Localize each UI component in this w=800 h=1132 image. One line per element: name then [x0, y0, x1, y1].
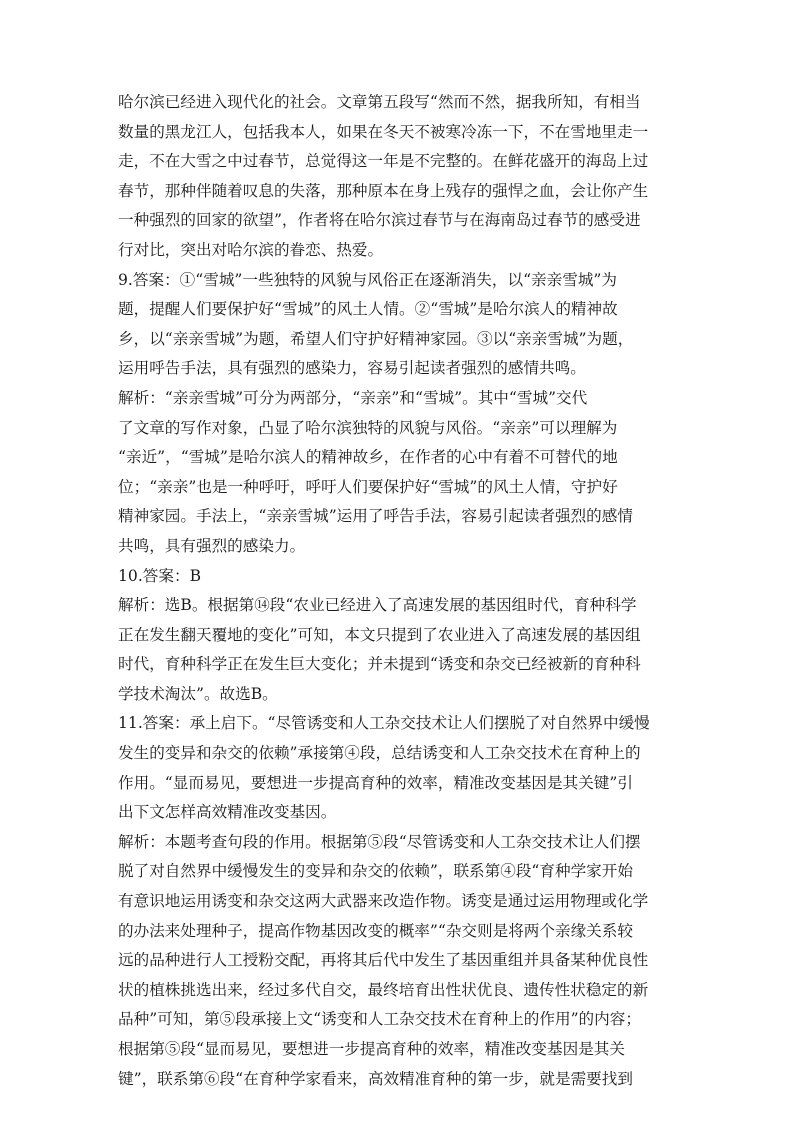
text-line: 共鸣，具有强烈的感染力。: [118, 536, 306, 555]
text-line: 了文章的写作对象，凸显了哈尔滨独特的风貌与风俗。“亲亲”可以理解为: [118, 418, 618, 437]
document-body: [118, 88, 688, 1094]
text-line: 位；“亲亲”也是一种呼吁，呼吁人们要保护好“雪城”的风土人情，守护好: [118, 477, 618, 496]
text-line: 的办法来处理种子，提高作物基因改变的概率”“杂交则是将两个亲缘关系较: [118, 921, 633, 940]
text-line: 出下文怎样高效精准改变基因。: [118, 803, 337, 822]
text-line: 行对比，突出对哈尔滨的眷恋、热爱。: [118, 240, 384, 259]
text-line: 品种”可知，第⑤段承接上文“诱变和人工杂交技术在育种上的作用”的内容；: [118, 1010, 641, 1029]
text-line: 学技术淘汰”。故选B。: [118, 684, 278, 703]
text-line: 一种强烈的回家的欲望”，作者将在哈尔滨过春节与在海南岛过春节的感受进: [118, 211, 641, 230]
text-line: 状的植株挑选出来，经过多代自交，最终培育出性状优良、遗传性状稳定的新: [118, 980, 649, 999]
text-line: 发生的变异和杂交的依赖”承接第④段，总结诱变和人工杂交技术在育种上的: [118, 744, 641, 763]
answer-9-line: 9.答案：①“雪城”一些独特的风貌与风俗正在逐渐消失，以“亲亲雪城”为: [118, 270, 617, 289]
text-line: 走，不在大雪之中过春节，总觉得这一年是不完整的。在鲜花盛开的海岛上过: [118, 152, 649, 171]
text-line: 精神家园。手法上，“亲亲雪城”运用了呼告手法，容易引起读者强烈的感情: [118, 507, 633, 526]
text-line: 正在发生翻天覆地的变化”可知，本文只提到了农业进入了高速发展的基因组: [118, 625, 641, 644]
text-line: 乡，以“亲亲雪城”为题，希望人们守护好精神家园。③以“亲亲雪城”为题，: [118, 329, 634, 348]
text-line: 有意识地运用诱变和杂交这两大武器来改造作物。诱变是通过运用物理或化学: [118, 892, 649, 911]
text-line: 远的品种进行人工授粉交配，再将其后代中发生了基因重组并具备某种优良性: [118, 951, 649, 970]
analysis-9-line: 解析：“亲亲雪城”可分为两部分，“亲亲”和“雪城”。其中“雪城”交代: [118, 388, 588, 407]
text-line: 运用呼告手法，具有强烈的感染力，容易引起读者强烈的感情共鸣。: [118, 359, 586, 378]
text-line: 时代，育种科学正在发生巨大变化；并未提到“诱变和杂交已经被新的育种科: [118, 655, 641, 674]
text-line: 根据第⑤段“显而易见，要想进一步提高育种的效率，精准改变基因是其关: [118, 1040, 625, 1058]
analysis-10-line: 解析：选B。根据第⑭段“农业已经进入了高速发展的基因组时代，育种科学: [118, 596, 637, 615]
analysis-11-line: 解析：本题考查句段的作用。根据第⑤段“尽管诱变和人工杂交技术让人们摆: [118, 832, 641, 851]
text-line: 键”，联系第⑥段“在育种学家看来，高效精准育种的第一步，就是需要找到: [118, 1069, 633, 1088]
answer-10-line: 10.答案：B: [118, 566, 202, 585]
text-line: 作用。“显而易见，要想进一步提高育种的效率，精准改变基因是其关键”引: [118, 773, 633, 792]
text-line: 春节，那种伴随着叹息的失落，那种原本在身上残存的强悍之血，会让你产生: [118, 181, 649, 200]
text-line: 题，提醒人们要保护好“雪城”的风土人情。②“雪城”是哈尔滨人的精神故: [118, 300, 618, 319]
text-line: “亲近”，“雪城”是哈尔滨人的精神故乡，在作者的心中有着不可替代的地: [118, 448, 618, 467]
text-line: 哈尔滨已经进入现代化的社会。文章第五段写“然而不然，据我所知，有相当: [118, 93, 641, 111]
answer-11-line: 11.答案：承上启下。“尽管诱变和人工杂交技术让人们摆脱了对自然界中缓慢: [118, 714, 650, 733]
text-line: 脱了对自然界中缓慢发生的变异和杂交的依赖”，联系第④段“育种学家开始: [118, 862, 633, 881]
text-line: 数量的黑龙江人，包括我本人，如果在冬天不被寒冷冻一下，不在雪地里走一: [118, 122, 649, 141]
